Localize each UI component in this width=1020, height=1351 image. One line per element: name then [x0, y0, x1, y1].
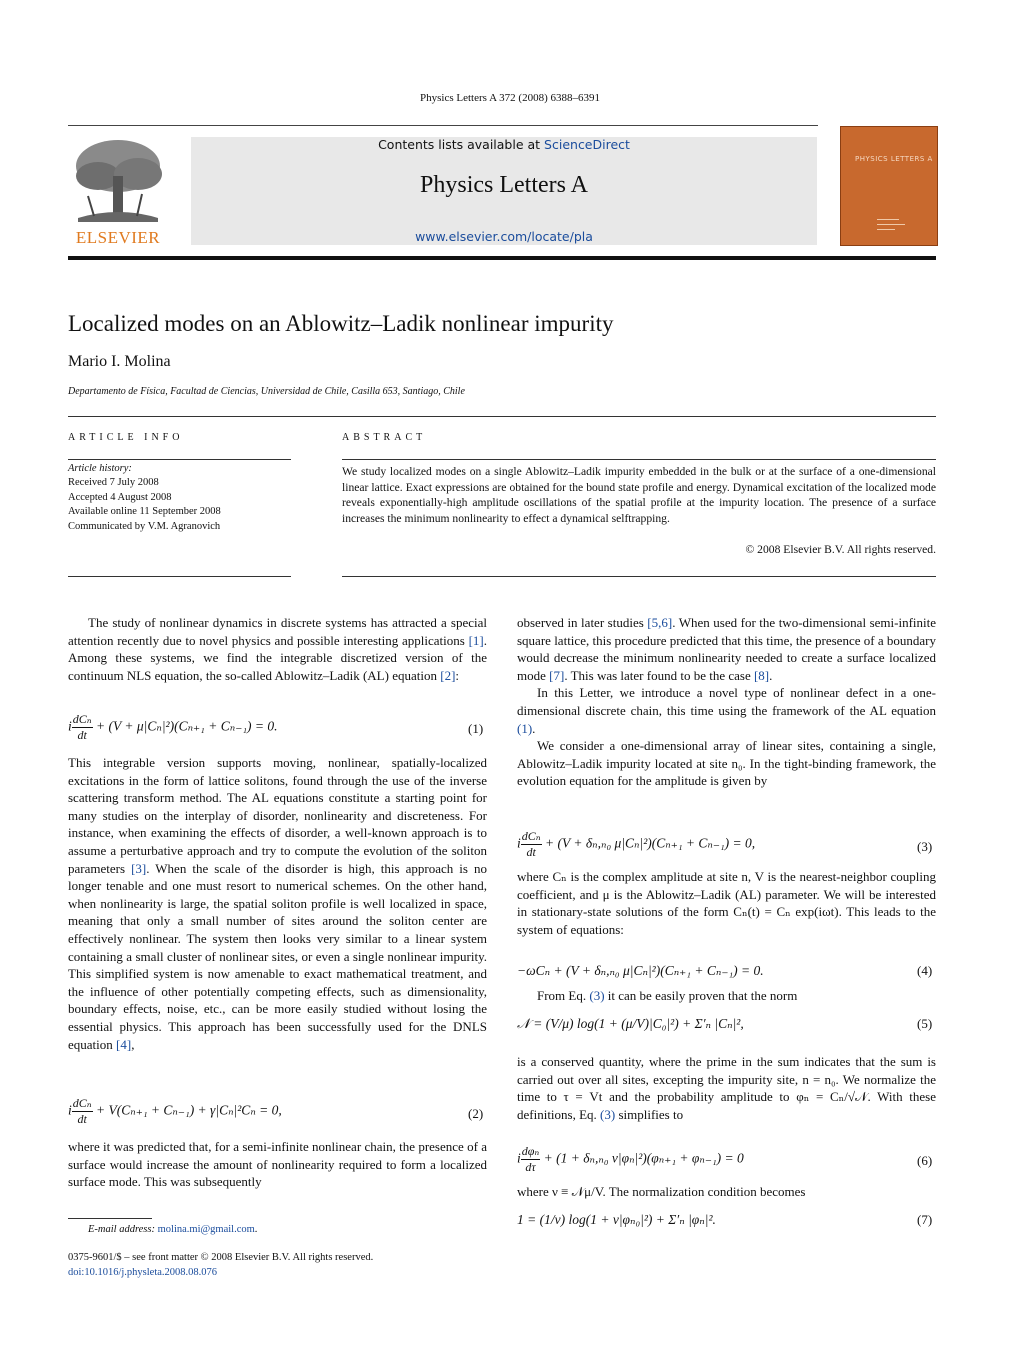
- accepted-date: Accepted 4 August 2008: [68, 491, 172, 503]
- contents-line: [191, 137, 817, 152]
- publisher-wordmark: ELSEVIER: [75, 228, 161, 247]
- equation-5: 𝒩 = (V/μ) log(1 + (μ/V)|C₀|²) + Σ′ₙ |Cₙ|²,: [517, 1016, 744, 1031]
- contents-prefix: Contents lists available at: [378, 137, 545, 152]
- issn-line: 0375-9601/$ – see front matter © 2008 Elsevier B.V. All rights reserved.: [68, 1252, 374, 1263]
- journal-cover-image: [840, 126, 938, 246]
- equation-1: i $\frac{\text{dCₙ}}{dt}$ + (V + μ|Cₙ|²)(Cₙ₊₁ + Cₙ₋₁) = 0.: [68, 712, 278, 742]
- equation-5-number: (5): [917, 1016, 933, 1031]
- equation-2-number: (2): [468, 1106, 484, 1121]
- history-label: Article history:: [68, 463, 132, 474]
- info-rule-top: [68, 459, 291, 460]
- citation-1[interactable]: [1]: [468, 632, 484, 648]
- journal-name: Physics Letters A: [420, 172, 588, 198]
- equation-4: −ωCₙ + (V + δₙ,ₙ₀ μ|Cₙ|²)(Cₙ₊₁ + Cₙ₋₁) = 0.: [517, 963, 764, 978]
- right-column-para-7: where ν ≡ 𝒩μ/V. The normalization condition becomes: [517, 1184, 806, 1199]
- abstract-text: We study localized modes on a single Ablowitz–Ladik impurity embedded in the bulk or at the surface of a one-dimensional linear lattice. Exact expressions are obtained for the bound state profile and energy. Dynamical excitation of the localized mode reveals exponentially-high amplitude oscillations of the spatial profile at the impurity location. The presence of a surface increases the minimum nonlinearity to effect a dynamical selftrapping.: [342, 465, 936, 525]
- equation-6-number: (6): [917, 1153, 933, 1168]
- citation-2[interactable]: [2]: [440, 667, 456, 683]
- journal-url-link[interactable]: www.elsevier.com/locate/pla: [415, 229, 593, 244]
- abstract-rule-top: [342, 459, 936, 460]
- footnote-rule: [68, 1218, 152, 1219]
- communicated-by: Communicated by V.M. Agranovich: [68, 520, 221, 532]
- abstract-heading: ABSTRACT: [342, 432, 427, 443]
- header-rule: [68, 125, 818, 126]
- left-column-para-2: This integrable version supports moving, nonlinear, spatially-localized excitations in the form of lattice solitons, found through the use of the inverse scattering transform method. The AL equations constitute a starting point for many studies on the interplay of disorder, nonlinearity and discreteness. For instance, when examining the effects of disorder, a well-known approach is to assume a perturbative approach and try to compute the evolution of the soliton parameters [3]. When the scale of the disorder is high, this approach is no longer tenable and one must resort to numerical schemes. On the other hand, when nonlinearity is large, the spatial soliton profile is well localized in space, meaning that only a small number of sites around the soliton center are effectively nonlinear. The system then looks very similar to a linear system containing a small cluster of nonlinear sites, or even a single nonlinear impurity. This simplified system is now amenable to exact mathematical treatment, and the influence of other potentially competing effects, such as dimensionality, boundary effects, noise, etc., can be more easily studied without losing the essential physics. This approach has been successfully used for the DNLS equation [4],: [68, 755, 487, 1052]
- title-rule: [68, 416, 936, 417]
- citation-4[interactable]: [4]: [116, 1036, 132, 1052]
- equation-2: i $\frac{\text{dCₙ}}{dt}$ + V(Cₙ₊₁ + Cₙ₋₁) + γ|Cₙ|²Cₙ = 0,: [68, 1096, 282, 1126]
- equation-ref-3b[interactable]: (3): [600, 1106, 616, 1122]
- email-link[interactable]: molina.mi@gmail.com: [157, 1224, 255, 1235]
- received-date: Received 7 July 2008: [68, 477, 159, 489]
- sciencedirect-link[interactable]: ScienceDirect: [544, 137, 630, 152]
- equation-ref-3[interactable]: (3): [589, 988, 605, 1003]
- right-column-para-6: is a conserved quantity, where the prime in the sum indicates that the sum is carried out over all sites, excepting the impurity site, n = n₀. We normalize the time to τ = Vt and the probability amplitude to φₙ = Cₙ/√𝒩. With these definitions, Eq. (3) simplifies to: [517, 1054, 936, 1122]
- citation-8[interactable]: [8]: [753, 667, 770, 683]
- equation-1-number: (1): [468, 721, 484, 736]
- equation-3: i $\frac{\text{dCₙ}}{dt}$ + (V + δₙ,ₙ₀ μ|Cₙ|²)(Cₙ₊₁ + Cₙ₋₁) = 0,: [517, 829, 756, 859]
- left-column-para-1: The study of nonlinear dynamics in discrete systems has attracted a special attention recently due to novel physics and possible interesting applications [1]. Among these systems, we find the integrable discretized version of the continuum NLS equation, the so-called Ablowitz–Ladik (AL) equation [2]:: [68, 615, 487, 683]
- article-history: [68, 462, 221, 534]
- article-info-heading: ARTICLE INFO: [68, 432, 184, 443]
- equation-4-number: (4): [917, 963, 933, 978]
- right-column-para-1: observed in later studies [5,6]. When used for the two-dimensional semi-infinite square lattice, this procedure predicted that this time, the presence of a boundary would decrease the minimum nonlinearity needed to create a surface localized mode [7]. This was later found to be the case [8]. In this Letter, we introduce a novel type of nonlinear defect in a one-dimensional discrete chain, this time using the framework of the AL equation (1). We consider a one-dimensional array of linear sites, containing a single, Ablowitz–Ladik impurity located at site n₀. In the tight-binding framework, the evolution equation for the amplitude is given by: [517, 615, 937, 789]
- equation-6: i $\frac{\text{dφₙ}}{d\tau}$ + (1 + δₙ,ₙ₀ ν|φₙ|²)(φₙ₊₁ + φₙ₋₁) = 0: [517, 1144, 744, 1174]
- journal-reference: Physics Letters A 372 (2008) 6388–6391: [420, 92, 600, 104]
- citation-5-6[interactable]: [5,6]: [647, 615, 673, 630]
- equation-3-number: (3): [917, 839, 933, 854]
- cover-title: PHYSICS LETTERS A: [855, 155, 933, 163]
- abstract-copyright: © 2008 Elsevier B.V. All rights reserved.: [745, 543, 936, 556]
- email-footnote: E-mail address: molina.mi@gmail.com.: [88, 1224, 258, 1235]
- online-date: Available online 11 September 2008: [68, 506, 221, 518]
- affiliation: Departamento de Física, Facultad de Ciencias, Universidad de Chile, Casilla 653, Santiago, Chile: [68, 386, 465, 397]
- right-column-para-5: From Eq. (3) it can be easily proven that the norm: [537, 988, 798, 1003]
- journal-header-band: [191, 137, 817, 245]
- equation-7-number: (7): [917, 1212, 933, 1227]
- doi-link[interactable]: doi:10.1016/j.physleta.2008.08.076: [68, 1267, 218, 1278]
- right-column-para-4: where Cₙ is the complex amplitude at site n, V is the nearest-neighbor coupling coefficient, and μ is the Ablowitz–Ladik (AL) parameter. We will be interested in stationary-state solutions of the form Cₙ(t) = Cₙ exp(iωt). This leads to the system of equations:: [517, 869, 936, 937]
- abstract-rule-bottom: [342, 576, 936, 577]
- author-name: Mario I. Molina: [68, 353, 171, 370]
- citation-7[interactable]: [7]: [549, 667, 565, 683]
- info-rule-bottom: [68, 576, 291, 577]
- citation-3[interactable]: [3]: [131, 860, 147, 876]
- equation-ref-1[interactable]: (1): [517, 720, 533, 736]
- header-thick-rule: [68, 256, 936, 260]
- equation-7: 1 = (1/ν) log(1 + ν|φₙ₀|²) + Σ′ₙ |φₙ|².: [517, 1212, 716, 1227]
- left-column-para-3: where it was predicted that, for a semi-infinite nonlinear chain, the presence of a surface would increase the amount of nonlinearity required to form a localized surface mode. This was subsequently: [68, 1139, 487, 1190]
- article-title: Localized modes on an Ablowitz–Ladik nonlinear impurity: [68, 311, 614, 336]
